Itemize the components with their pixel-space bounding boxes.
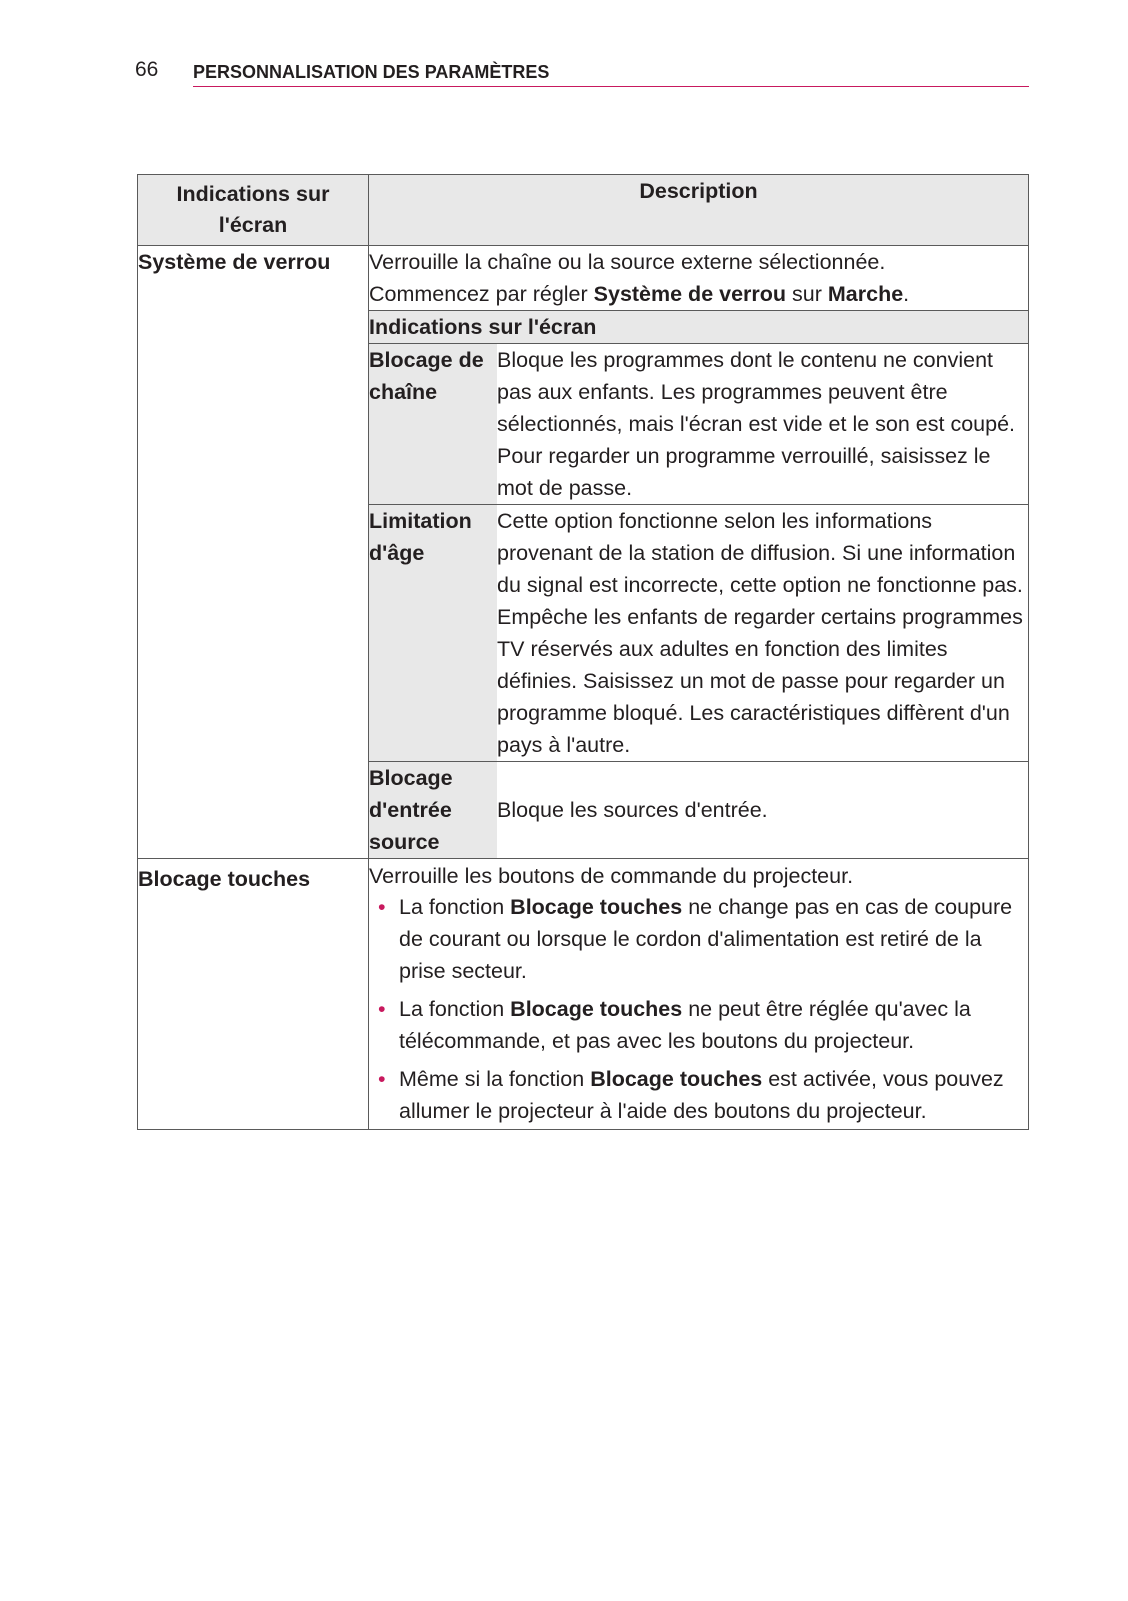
table-row [138, 859, 1029, 1130]
sub-row [369, 344, 1028, 505]
bold-term: Marche [827, 282, 904, 306]
text-run: Commencez par régler [369, 282, 594, 306]
sub-row [369, 762, 1028, 859]
nested-table [369, 246, 1028, 858]
page-number: 66 [135, 58, 159, 81]
bold-term: Blocage touches [510, 997, 683, 1021]
row-desc-blocage-touches [369, 859, 1029, 1130]
sub-table-header: Indications sur l'écran [369, 311, 1028, 344]
row-label-systeme-de-verrou: Système de verrou [138, 246, 369, 859]
sub-label-blocage-chaine: Blocage de chaîne [369, 344, 497, 505]
text-run: La fonction [399, 997, 511, 1021]
text-run: sur [786, 282, 828, 306]
intro-text: Verrouille les boutons de commande du projecteur. [369, 864, 854, 888]
row-label-blocage-touches: Blocage touches [138, 859, 369, 1130]
page-header [135, 56, 1029, 86]
sub-label-limitation-age: Limitation d'âge [369, 505, 497, 762]
bullet-dot-icon: • [378, 895, 386, 919]
bullet-dot-icon: • [378, 997, 386, 1021]
section-title: PERSONNALISATION DES PARAMÈTRES [193, 62, 1029, 87]
row-desc-systeme-de-verrou [369, 246, 1029, 859]
text-run: La fonction [399, 895, 511, 919]
text-run: ne peut être réglée qu'avec la télécommande, et pas avec les boutons du projecteur. [399, 997, 971, 1053]
intro-text [369, 246, 1028, 311]
col1-header: Indications sur l'écran [138, 175, 369, 246]
col2-header: Description [369, 175, 1029, 246]
bold-term: Système de verrou [593, 282, 787, 306]
bold-term: Blocage touches [510, 895, 683, 919]
bullet-item [369, 993, 1028, 1057]
text-run: est activée, vous pouvez allumer le projecteur à l'aide des boutons du projecteur. [399, 1067, 1004, 1123]
text-run: . [903, 282, 910, 306]
sub-desc-blocage-entree: Bloque les sources d'entrée. [497, 762, 1028, 859]
text-run: Même si la fonction [399, 1067, 591, 1091]
bullet-item [369, 891, 1028, 987]
intro-line-2 [369, 278, 1028, 310]
bullet-item [369, 1063, 1028, 1127]
sub-label-blocage-entree: Blocage d'entrée source [369, 762, 497, 859]
text-run: ne change pas en cas de coupure de courant ou lorsque le cordon d'alimentation est retiré de la prise secteur. [399, 895, 1013, 983]
bullet-dot-icon: • [378, 1067, 386, 1091]
table-header-row [138, 175, 1029, 246]
intro-line-1: Verrouille la chaîne ou la source externe sélectionnée. [369, 250, 886, 274]
table-row [138, 246, 1029, 859]
sub-desc-limitation-age: Cette option fonctionne selon les informations provenant de la station de diffusion. Si une information du signal est incorrecte, cette option ne fonctionne pas. Empêche les enfants de regarder certains programmes TV réservés aux adultes en fonction des limites définies. Saisissez un mot de passe pour regarder un programme bloqué. Les caractéristiques diffèrent d'un pays à l'autre. [497, 505, 1028, 762]
sub-row [369, 505, 1028, 762]
bold-term: Blocage touches [590, 1067, 763, 1091]
sub-desc-blocage-chaine: Bloque les programmes dont le contenu ne convient pas aux enfants. Les programmes peuvent être sélectionnés, mais l'écran est vide et le son est coupé. Pour regarder un programme verrouillé, saisissez le mot de passe. [497, 344, 1028, 505]
settings-table [137, 174, 1029, 1130]
